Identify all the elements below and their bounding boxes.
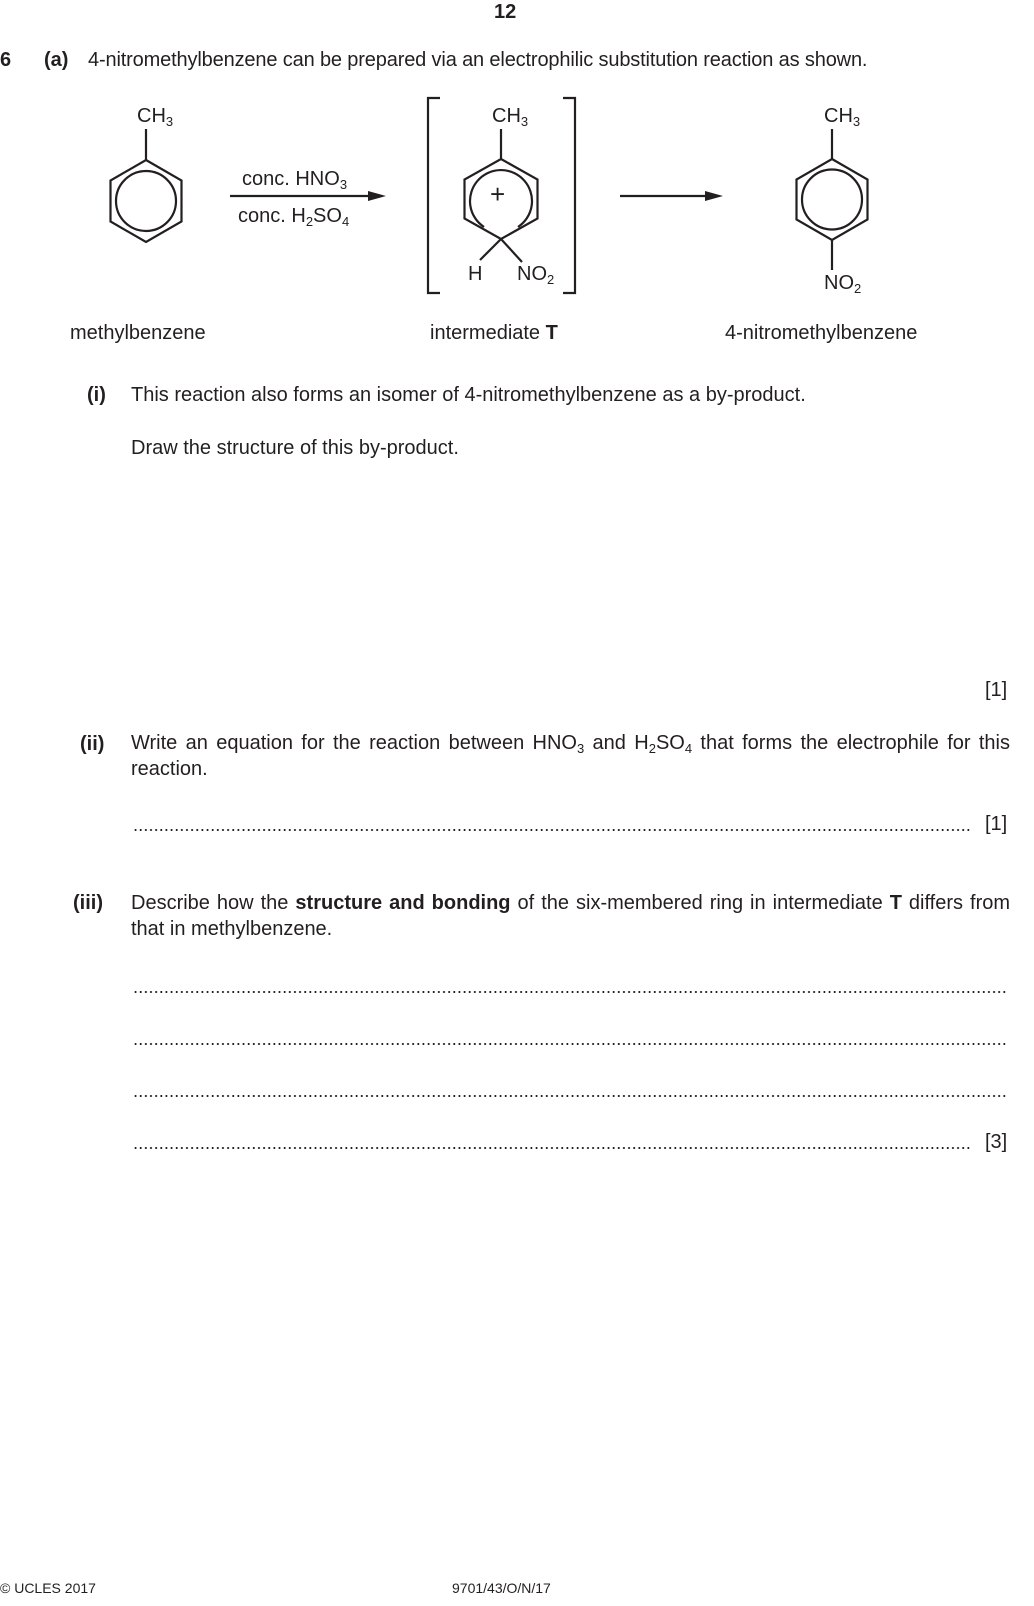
part-a-label: (a) [44,49,69,71]
product-no2-label: $NO_2$ [824,272,862,296]
methylbenzene-structure [111,129,182,242]
reaction-arrow-2 [620,191,723,201]
sub-ii-text: Write an equation for the reaction between $HNO_3$ and $H_2SO_4$ that forms the electrophile for this reaction. [131,732,1010,780]
part-a-intro: 4-nitromethylbenzene can be prepared via an electrophilic substitution reaction as shown. [88,49,868,71]
reagent-above-arrow: conc. $HNO_3$ [242,168,348,192]
footer-paper-code: 9701/43/O/N/17 [452,1580,551,1596]
sub-ii-label: (ii) [80,733,105,755]
answer-line[interactable] [133,1147,971,1149]
product-name: 4-nitromethylbenzene [725,322,918,344]
answer-line[interactable] [133,1095,1007,1097]
sub-iii-label: (iii) [73,892,103,914]
sub-iii-text: Describe how the structure and bonding of the six-membered ring in intermediate T differs from that in methylbenzene. [131,892,1011,940]
page-number: 12 [494,1,517,23]
intermediate-h-label: H [468,263,483,285]
answer-line[interactable] [133,1043,1007,1045]
intermediate-name: intermediate T [430,322,558,344]
intermediate-no2-label: $NO_2$ [517,263,555,287]
reaction-arrow-1 [230,191,386,201]
sub-ii-marks: [1] [985,813,1008,835]
reagent-below-arrow: conc. $H_2SO_4$ [238,205,350,229]
sub-i-marks: [1] [985,679,1008,701]
reactant-ch3-label: $CH_3$ [137,105,174,129]
answer-line[interactable] [133,829,971,831]
intermediate-ch3-label: $CH_3$ [492,105,529,129]
sub-i-text: This reaction also forms an isomer of 4-nitromethylbenzene as a by-product. [131,384,806,406]
drawing-answer-area[interactable] [131,470,1009,670]
product-ch3-label: $CH_3$ [824,105,861,129]
question-number: 6 [0,49,12,71]
sub-iii-marks: [3] [985,1131,1008,1153]
footer-copyright: © UCLES 2017 [0,1580,96,1596]
reactant-name: methylbenzene [70,322,206,344]
answer-line[interactable] [133,991,1007,993]
sub-i-instruction: Draw the structure of this by-product. [131,437,459,459]
reaction-scheme [0,0,1034,360]
sub-i-label: (i) [87,384,106,406]
product-structure [797,129,868,270]
positive-charge-symbol: + [490,179,506,209]
